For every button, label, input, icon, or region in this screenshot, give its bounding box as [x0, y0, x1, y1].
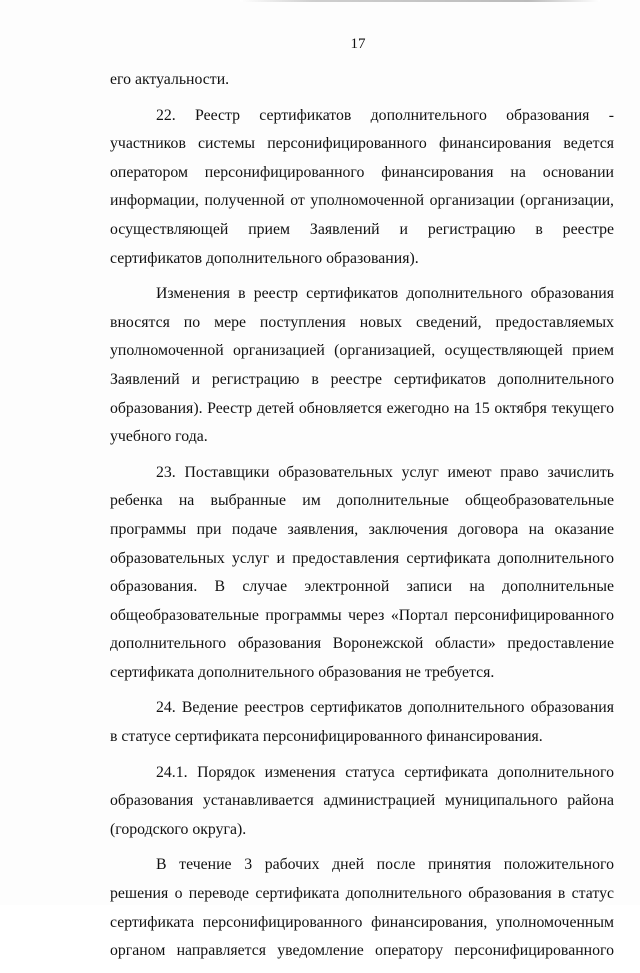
scan-top-edge — [240, 0, 600, 2]
page-number: 17 — [350, 36, 366, 52]
document-body — [110, 66, 614, 973]
paragraph-registry-changes: Изменения в реестр сертификатов дополнительного образования вносятся по мере поступления новых сведений, предоставляемых уполномоченной организацией (организацией, осуществляющей прием Заявлений и регистрацию в реестре сертификатов дополнительного образования). Реестр детей обновляется ежегодно на 15 октября текущего учебного года. — [110, 285, 614, 446]
paragraph-24: 24. Ведение реестров сертификатов дополнительного образования в статусе сертификата персонифицированного финансирования. — [110, 699, 614, 746]
paragraph-24-1: 24.1. Порядок изменения статуса сертификата дополнительного образования устанавливается администрацией муниципального района (городского округа). — [110, 763, 614, 838]
paragraph-continuation: его актуальности. — [110, 71, 230, 88]
paragraph-22: 22. Реестр сертификатов дополнительного образования - участников системы персонифицированного финансирования ведется оператором персонифицированного финансирования на основании информации, полученной от уполномоченной организации (организации, осуществляющей прием Заявлений и регистрацию в реестре сертификатов дополнительного образования). — [110, 106, 614, 267]
paragraph-notification: В течение 3 рабочих дней после принятия положительного решения о переводе сертификата дополнительного образования в статус сертификата персонифицированного финансирования, уполномоченным органом направляется уведомление оператору персонифицированного — [110, 856, 614, 960]
paragraph-23: 23. Поставщики образовательных услуг имеют право зачислить ребенка на выбранные им дополнительные общеобразовательные программы при подаче заявления, заключения договора на оказание образовательных услуг и предоставления сертификата дополнительного образования. В случае электронной записи на дополнительные общеобразовательные программы через «Портал персонифицированного дополнительного образования Воронежской области» предоставление сертификата дополнительного образования не требуется. — [110, 463, 614, 681]
